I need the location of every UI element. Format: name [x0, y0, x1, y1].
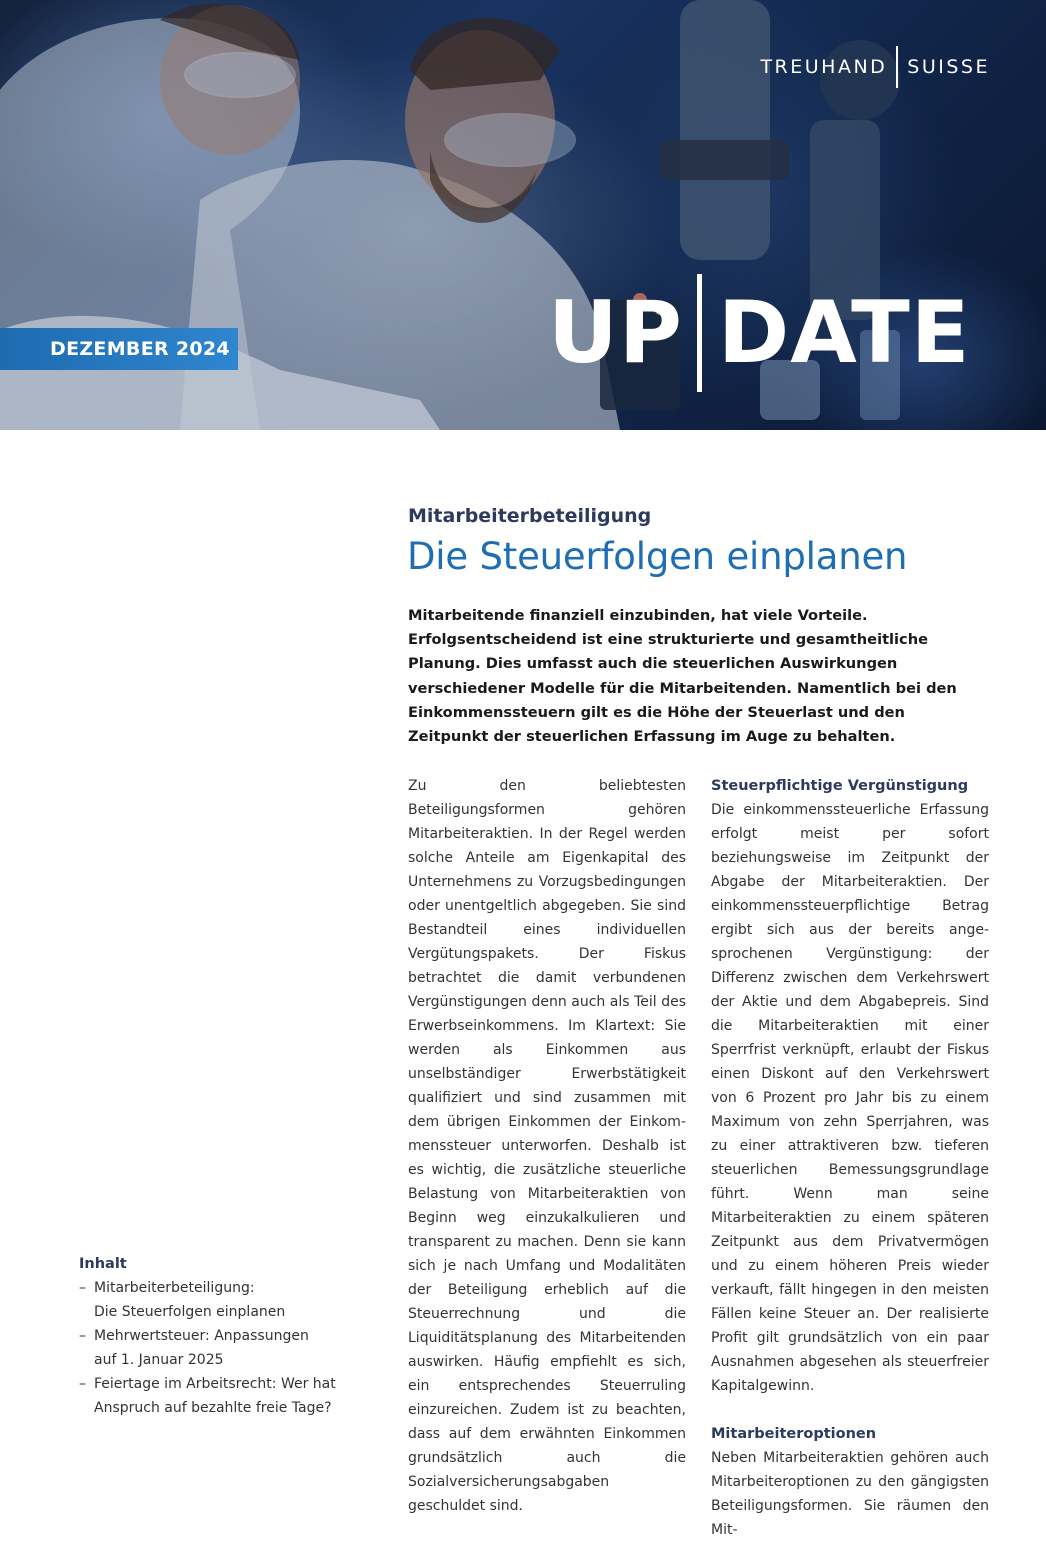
- toc-item[interactable]: [79, 1324, 359, 1372]
- masthead-date: DATE: [717, 283, 971, 383]
- section-heading: Steuerpflichtige Vergünstigung: [711, 778, 969, 794]
- toc-item-line: Anspruch auf bezahlte freie Tage?: [94, 1400, 332, 1416]
- logo-text-left: TREUHAND: [760, 56, 888, 78]
- toc-title: Inhalt: [79, 1256, 127, 1272]
- article-column-right: [711, 774, 989, 1542]
- update-masthead: [548, 274, 971, 392]
- toc-item-line: Die Steuerfolgen einplanen: [94, 1304, 286, 1320]
- toc-dash: –: [79, 1280, 86, 1296]
- table-of-contents: [79, 1252, 359, 1420]
- masthead-up: UP: [548, 283, 683, 383]
- toc-item[interactable]: [79, 1276, 359, 1324]
- article-lead: Mitarbeitende finanziell einzubinden, hat viele Vorteile. Erfolgsentscheidend ist eine strukturierte und gesamtheitliche Planung. Dies umfasst auch die steuerlichen Auswirkungen verschiedener Modelle für die Mitarbeitenden. Namentlich bei den Einkommenssteuern gilt es die Höhe der Steuerlast und den Zeitpunkt der steuerlichen Erfassung im Auge zu behalten.: [408, 607, 957, 746]
- hero-banner: [0, 0, 1046, 430]
- toc-item-line: Feiertage im Arbeitsrecht: Wer hat: [94, 1376, 336, 1392]
- body-paragraph: Die einkommenssteuerliche Erfassung erfolgt meist per sofort beziehungsweise im Zeitpunkt der Abgabe der Mitarbeiteraktien. Der einkommenssteuerpflichtige Betrag ergibt sich aus der bereits angesprochenen Vergünstigung: der Differenz zwischen dem Verkehrswert der Aktie und dem Abgabepreis. Sind die Mitarbeiteraktien mit einer Sperrfrist verknüpft, erlaubt der Fiskus einen Diskont auf den Verkehrswert von 6 Prozent pro Jahr bis zu einem Maximum von zehn Sperrjahren, was zu einer attraktiveren bzw. tieferen steuerlichen Bemessungsgrundlage führt. Wenn man seine Mitarbeiteraktien zu einem späteren Zeitpunkt aus dem Privatvermögen und zu einem höheren Preis wieder verkauft, fällt hingegen in den meisten Fällen keine Steuer an. Der realisierte Profit gilt grundsätzlich von ein paar Ausnahmen abgesehen als steuerfreier Kapitalgewinn.: [711, 802, 989, 1394]
- toc-dash: –: [79, 1376, 86, 1392]
- masthead-divider: [697, 274, 702, 392]
- toc-item-line: Mehrwertsteuer: Anpassungen: [94, 1328, 309, 1344]
- toc-dash: –: [79, 1328, 86, 1344]
- treuhand-suisse-logo: [760, 46, 990, 88]
- issue-date-banner: DEZEMBER 2024: [0, 328, 238, 370]
- logo-divider: [896, 46, 898, 88]
- article-kicker: Mitarbeiterbeteiligung: [408, 505, 652, 527]
- toc-item-line: auf 1. Januar 2025: [94, 1352, 224, 1368]
- section-heading: Mitarbeiteroptionen: [711, 1426, 877, 1442]
- toc-item[interactable]: [79, 1372, 359, 1420]
- article-headline: Die Steuerfolgen einplanen: [407, 535, 908, 578]
- body-paragraph: Neben Mitarbeiteraktien gehören auch Mitarbeiteroptionen zu den gängigsten Beteiligungsformen. Sie räumen den Mit-: [711, 1450, 989, 1538]
- toc-list: [79, 1276, 359, 1420]
- logo-text-right: SUISSE: [907, 56, 990, 78]
- body-paragraph: Zu den beliebtesten Beteiligungsformen gehören Mitarbeiteraktien. In der Regel werden solche Anteile am Eigenkapital des Unternehmens zu Vorzugsbedingungen oder unentgeltlich abgegeben. Sie sind Bestandteil eines individuellen Vergütungspakets. Der Fiskus betrachtet die damit verbundenen Vergünstigungen denn auch als Teil des Erwerbseinkommens. Im Klartext: Sie werden als Einkommen aus unselbständiger Erwerbstätigkeit qualifiziert und sind zusammen mit dem übrigen Einkommen der Einkommenssteuer unterworfen. Deshalb ist es wichtig, die zusätzliche steuerliche Belastung von Mitarbeiteraktien von Beginn weg einzukalkulieren und transparent zu machen. Denn sie kann sich je nach Umfang und Modalitäten der Beteiligung erheblich auf die Steuerrechnung und die Liquiditätsplanung des Mitarbeitenden auswirken. Häufig empfiehlt es sich, ein entsprechendes Steuerruling einzureichen. Zudem ist zu beachten, dass auf dem erwähnten Einkommen grundsätzlich auch die Sozialversicherungsabgaben geschuldet sind.: [408, 778, 686, 1514]
- toc-item-line: Mitarbeiterbeteiligung:: [94, 1280, 255, 1296]
- article-column-left: [408, 774, 686, 1518]
